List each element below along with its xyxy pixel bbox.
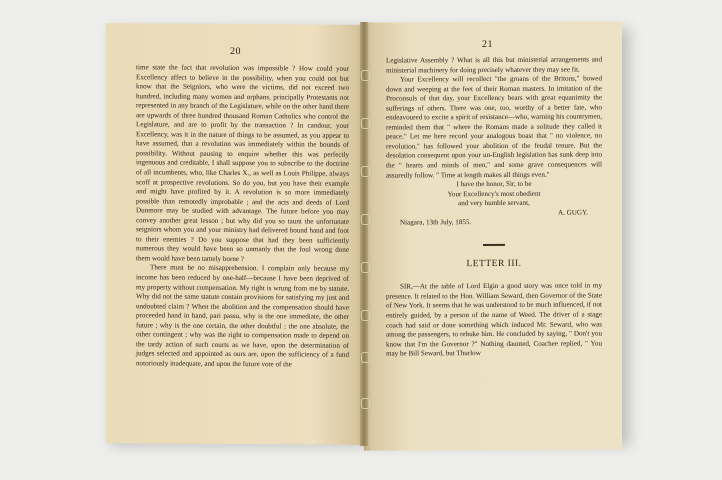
signature: A. GUGY.	[557, 208, 588, 217]
binding-stitch	[361, 166, 370, 177]
binding-stitch	[361, 262, 370, 273]
dateline: Niagara, 13th July, 1855.	[400, 218, 472, 227]
left-paragraph-1: time state the fact that revolution was impossible ? How could your Excellency affect to believe in the possibility, when you could not but know that the Seigniors, who were the victims, did not exceed two hundred, including many women and orphans, principally Protestants not represented in any branch of the Legislature, while on the other hand there are upwards of three hundred thousand Roman Catholics who control the Legislature, and are to profit by the transaction ? In candour, your Excellency, was it in the nature of things to be assumed, as you appear to have assumed, that a revolution was immediately within the bounds of possibility. Without pausing to enquire whether this was perfectly ingenuous and creditable, I shall suppose you to subscribe to the doctrine of all incumbents, who, like Charles X., as well as Louis Philippe, always scoff at prospective revolutions. So do you, but you have their example and might have profited by it. A revolution is so more immediately possible than remotedly improbable ; and the acts and deeds of Lord Dunmore may be studied with advantage. The future before you may convey another great lesson ; but why did you so taunt the unfortunate seigniors whom you and your ministry had delivered bound hand and foot to their enemies ? Do you suppose that had they been sufficiently numerous they would have been so unmanly that the foul wrong done them would have been tamely borne ?	[136, 63, 349, 263]
binding-stitch	[361, 352, 370, 363]
letter-body: SIR,—At the table of Lord Elgin a good story was once told in my presence. It related to the Hon. William Seward, then Governor of the State of New York. It seems that he was understood to be much influenced, if not entirely guided, by a person of the name of Weed. The driver of a stage coach had said or done something which induced Mr. Seward, who was among the passengers, to rebuke him. He concluded by saying, " Don't you know that I'm the Governor ?" Nothing daunted, Coachee replied, " You may be Bill Seward, but Thurlow	[386, 281, 602, 358]
right-paragraph-1: Legislative Assembly ? What is all this but ministerial arrangements and ministerial machinery for doing precisely whatever they may see fit.	[386, 55, 602, 75]
binding-stitch	[361, 118, 370, 129]
book-gutter	[360, 22, 368, 446]
closing-line-1: I have the honor, Sir, to be	[456, 179, 532, 189]
left-page-number: 20	[230, 45, 241, 58]
left-page-text	[136, 63, 349, 370]
right-paragraph-2: Your Excellency will recollect "the groans of the Britons," bowed down and weeping at the feet of their Roman masters. In imitation of the Proconsuls of that day, your Excellency bears with great equanimity the sufferings of others. There was one, too, worthy of a better fate, who endeavoured to excite a spirit of resistance—who, warning his countrymen, reminded them that " where the Romans made a solitude they called it peace." Let me here record your analogous boast that " no violence, no revolution," has followed your abolition of the feudal tenure. But the desolation consequent upon your un-English legislation has sunk deep into the " hearts and minds of men," and some grave consequences will assuredly follow. " Time at length makes all things even."	[386, 74, 602, 180]
binding-stitch	[361, 310, 370, 321]
section-rule	[483, 244, 505, 246]
binding-stitch	[361, 70, 370, 81]
right-page-number: 21	[482, 39, 493, 51]
binding-stitch	[361, 214, 370, 225]
right-page-text	[386, 55, 602, 359]
right-page	[364, 21, 622, 450]
closing-line-2: Your Excellency's most obedient	[447, 189, 541, 198]
left-paragraph-2: There must be no misapprehension. I complain only because my income has been reduced by one-half—because I have been deprived of my property without compensation. My right is wrung from me by statute. Why did not the same statute contain provisions for satisfying my just and undoubted claim ? When the abolition and the compensation should have proceeded hand in hand, pari passu, why is the one immediate, the other future ; why is the one certain, the other doubtful ; the one absolute, the other contingent ; why was the right to compensation made to depend on the tardy action of such courts as we have, upon the determination of judges selected and appointed as ours are, upon the sufficiency of a fund notoriously inadequate, and upon the future vote of the	[136, 263, 349, 369]
left-page	[106, 23, 364, 445]
letter-heading: LETTER III.	[466, 258, 522, 269]
binding-stitch	[361, 398, 370, 409]
closing-line-3: and very humble servant,	[458, 199, 530, 208]
